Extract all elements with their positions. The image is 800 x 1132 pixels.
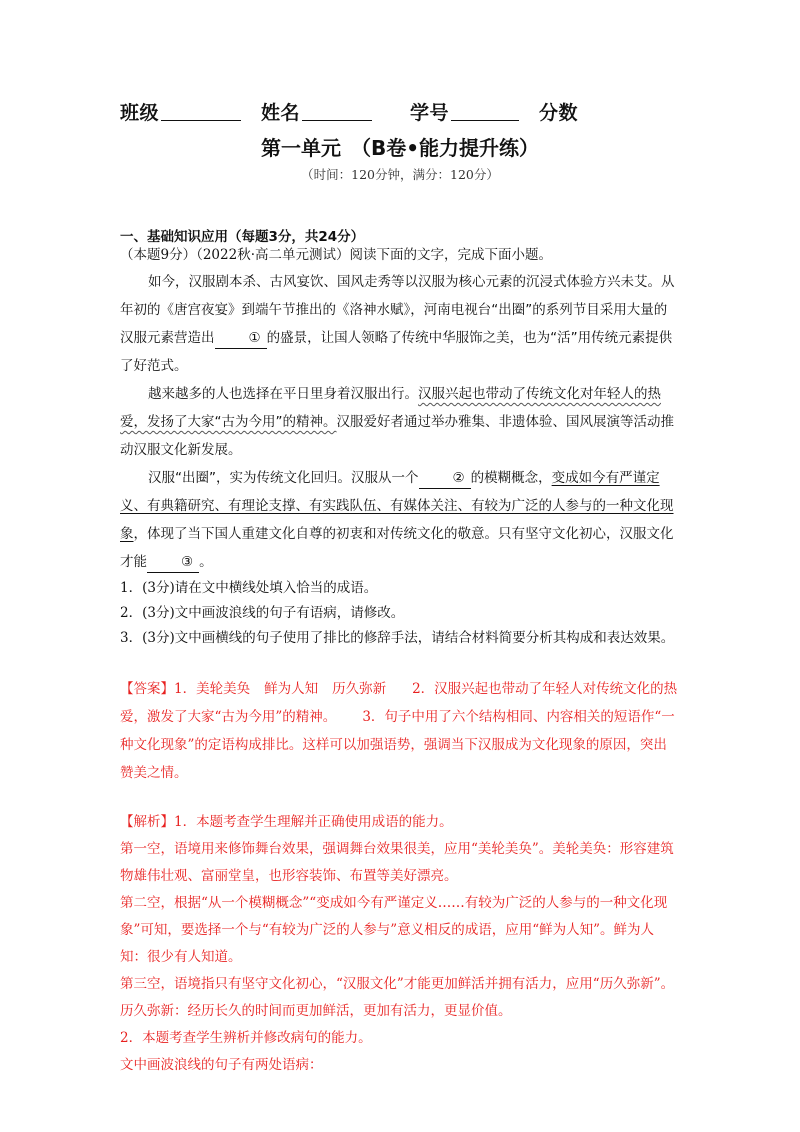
student-info-line [120,98,578,125]
class-label: 班级 [120,102,160,124]
analysis-block [120,809,680,1079]
page-subtitle: （时间：120分钟，满分：120分） [301,167,499,182]
analysis-line-5: 2．本题考查学生辨析并修改病句的能力。 [120,1030,372,1046]
answer-block: 【答案】1．美轮美奂 鲜为人知 历久弥新 2．汉服兴起也带动了年轻人对传统文化的热爱，激发了大家“古为今用”的精神。 3．句子中用了六个结构相同、内容相关的短语作“一种文化现象”的定语构成排比。这样可以加强语势，强调当下汉服成为文化现象的原因，突出赞美之情。 [120,681,678,781]
analysis-line-4: 第三空，语境指只有坚守文化初心，“汉服文化”才能更加鲜活并拥有活力，应用“历久弥新”。历久弥新：经历长久的时间而更加鲜活，更加有活力，更显价值。 [120,976,675,1019]
page-title: 第一单元 （B卷•能力提升练） [260,136,540,160]
analysis-label: 【解析】 [120,814,174,830]
underlined-sentence: 变成如今有严谨定义、有典籍研究、有理论支撑、有实践队伍、有媒体关注、有较为广泛的人参与的一种文化现象 [120,470,674,542]
id-blank[interactable] [451,102,519,121]
question-1: 1．(3分)请在文中横线处填入恰当的成语。 [120,580,378,596]
analysis-line-2: 第一空，语境用来修饰舞台效果，强调舞台效果很美，应用“美轮美奂”。美轮美奂：形容建筑物雄伟壮观、富丽堂皇，也形容装饰、布置等美好漂亮。 [120,841,674,884]
name-blank[interactable] [302,102,372,121]
content-body [120,228,680,1079]
question-2: 2．(3分)文中画波浪线的句子有语病，请修改。 [120,605,405,621]
reading-paragraph-1: 如今，汉服剧本杀、古风宴饮、国风走秀等以汉服为核心元素的沉浸式体验方兴未艾。从年初的《唐宫夜宴》到端午节推出的《洛神水赋》，河南电视台“出圈”的系列节目采用大量的汉服元素营造出 ① 的盛景，让国人领略了传统中华服饰之美，也为“活”用传统元素提供了好范式。 [120,274,675,374]
reading-paragraph-2: 越来越多的人也选择在平日里身着汉服出行。汉服兴起也带动了传统文化对年轻人的热爱，发扬了大家“古为今用”的精神。汉服爱好者通过举办雅集、非遗体验、国风展演等活动推动汉服文化新发展。 [120,386,674,458]
blank-2: ② [419,468,471,489]
wavy-sentence: 汉服兴起也带动了传统文化对年轻人的热爱，发扬了大家“古为今用”的精神。 [120,386,661,430]
reading-paragraph-3: 汉服“出圈”，实为传统文化回归。汉服从一个 ② 的模糊概念，变成如今有严谨定义、有典籍研究、有理论支撑、有实践队伍、有媒体关注、有较为广泛的人参与的一种文化现象，体现了当下国人重建文化自尊的初衷和对传统文化的敬意。只有坚守文化初心，汉服文化才能 ③ 。 [120,464,680,576]
analysis-line-3: 第二空，根据“从一个模糊概念”“变成如今有严谨定义……有较为广泛的人参与的一种文化现象”可知，要选择一个与“有较为广泛的人参与”意义相反的成语，应用“鲜为人知”。鲜为人知：很少有人知道。 [120,895,668,965]
analysis-line-6: 文中画波浪线的句子有两处语病： [120,1057,323,1073]
question-intro: （本题9分）（2022秋·高二单元测试）阅读下面的文字，完成下面小题。 [120,247,552,263]
blank-1: ① [215,328,267,349]
id-label: 学号 [410,102,450,124]
section-heading: 一、基础知识应用（每题3分，共24分） [120,229,365,245]
question-3: 3．(3分)文中画横线的句子使用了排比的修辞手法，请结合材料简要分析其构成和表达效果。 [120,630,675,646]
score-label: 分数 [539,102,579,124]
answer-label: 【答案】 [120,681,174,697]
name-label: 姓名 [261,102,301,124]
analysis-line-1: 【解析】1．本题考查学生理解并正确使用成语的能力。 [120,814,453,830]
class-blank[interactable] [161,102,241,121]
blank-3: ③ [147,552,199,573]
